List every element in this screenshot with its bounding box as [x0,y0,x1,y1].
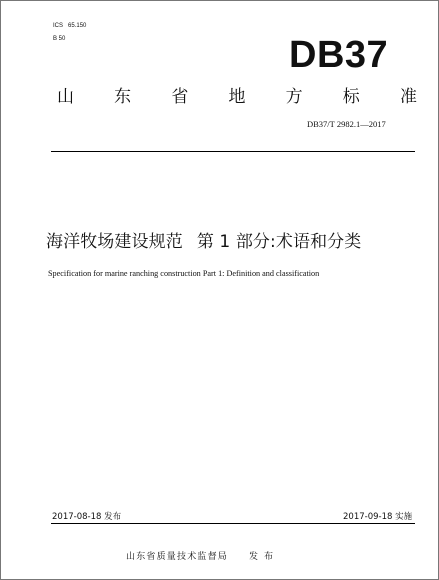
provincial-title-character: 东 [114,87,132,107]
english-document-title: Specification for marine ranching construction Part 1: Definition and classification [48,269,320,278]
ics-classification [53,23,86,30]
provincial-title-character: 地 [228,87,246,107]
provincial-title-character: 准 [399,87,417,107]
bottom-horizontal-rule [51,523,415,524]
release-date: 2017-08-18 发布 [52,512,122,522]
chinese-document-title [46,231,361,253]
chinese-main-title: 海洋牧场建设规范 [46,232,183,252]
standard-mark: DB37 [289,34,389,76]
standard-number: DB37/T 2982.1—2017 [307,119,386,129]
ics-value: 65.150 [68,23,87,29]
issuing-authority [126,552,279,563]
ccs-classification: B 50 [53,36,66,42]
chinese-part-title: 第 1 部分:术语和分类 [196,232,362,252]
provincial-title-character: 方 [285,87,303,107]
issuing-organization: 山东省质量技术监督局 [126,552,229,562]
top-horizontal-rule [51,151,415,152]
ics-label: ICS [53,23,64,29]
issue-action: 发布 [249,552,280,562]
provincial-title-character: 省 [171,87,189,107]
provincial-title-character: 山 [57,87,74,107]
provincial-title-character: 标 [342,87,360,107]
implementation-date: 2017-09-18 实施 [343,512,413,522]
provincial-standard-title [57,87,417,107]
